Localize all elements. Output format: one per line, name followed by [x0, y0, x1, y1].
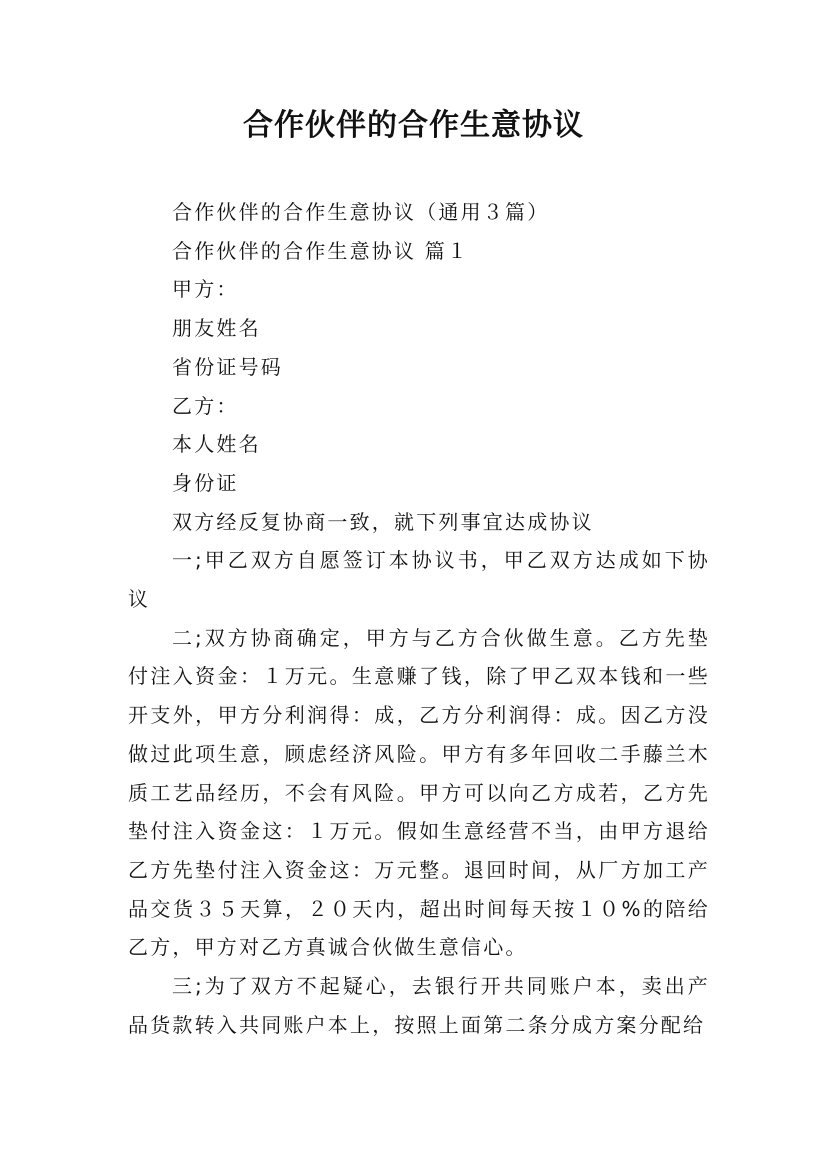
section-heading: 合作伙伴的合作生意协议 篇１ [172, 238, 470, 263]
party-b-name-field: 本人姓名 [172, 432, 261, 457]
party-b-label: 乙方： [172, 393, 239, 418]
agreement-intro: 双方经反复协商一致，就下列事宜达成协议 [172, 509, 594, 534]
clause-2: 二;双方协商确定，甲方与乙方合伙做生意。乙方先垫付注入资金：１万元。生意赚了钱，除了甲乙双本钱和一些开支外，甲方分利润得：成，乙方分利润得：成。因乙方没做过此项生意，顾虑经济风险。甲方有多年回收二手藤兰木质工艺品经历，不会有风险。甲方可以向乙方成若，乙方先垫付注入资金这：１万元。假如生意经营不当，由甲方退给乙方先垫付注入资金这：万元整。退回时间，从厂方加工产品交货３５天算，２０天内，超出时间每天按１０%的陪给乙方，甲方对乙方真诚合伙做生意信心。 [128, 625, 710, 960]
party-a-name-field: 朋友姓名 [172, 316, 261, 341]
clause-1: 一;甲乙双方自愿签订本协议书，甲乙双方达成如下协议 [128, 548, 710, 612]
party-b-id-field: 身份证 [172, 470, 239, 495]
clause-3: 三;为了双方不起疑心，去银行开共同账户本，卖出产品货款转入共同账户本上，按照上面第二条分成方案分配给 [128, 974, 710, 1037]
document-title: 合作伙伴的合作生意协议 [243, 108, 584, 143]
subtitle-line: 合作伙伴的合作生意协议（通用３篇） [172, 200, 550, 224]
party-a-id-field: 省份证号码 [172, 354, 283, 379]
party-a-label: 甲方： [172, 277, 239, 302]
document-body [128, 193, 710, 1044]
